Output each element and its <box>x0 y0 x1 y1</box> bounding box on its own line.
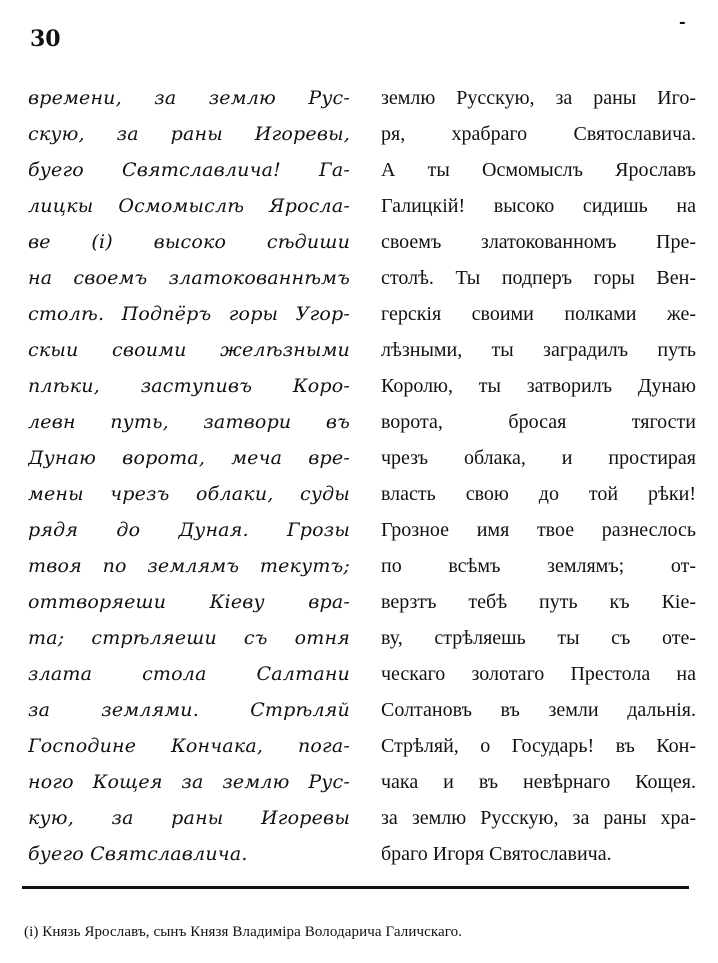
right-line: Галицкій! высоко сидишь на <box>381 195 696 217</box>
left-line: буего Святславлича! Га- <box>28 159 350 181</box>
left-line: левн путь, затвори въ <box>28 411 350 433</box>
left-line: ного Кощея за землю Рус- <box>28 771 350 793</box>
right-line: ческаго золотаго Престола на <box>381 663 696 685</box>
corner-mark: - <box>679 12 686 31</box>
left-line: скыи своими желѣзными <box>28 339 350 361</box>
right-line: своемъ златокованномъ Пре- <box>381 231 696 253</box>
right-line: браго Игоря Святославича. <box>381 843 612 865</box>
right-line: ворота, бросая тягости <box>381 411 696 433</box>
left-line: твоя по землямъ текутъ; <box>28 555 350 577</box>
left-line: Дунаю ворота, меча вре- <box>28 447 350 469</box>
left-line: Господине Кончака, пога- <box>28 735 350 757</box>
right-line: власть свою до той рѣки! <box>381 483 696 505</box>
left-line: злата стола Салтани <box>28 663 350 685</box>
left-line: буего Святславлича. <box>28 843 248 865</box>
right-line: за землю Русскую, за раны хра- <box>381 807 696 829</box>
right-line: чрезъ облака, и простирая <box>381 447 696 469</box>
footnote: (і) Князь Ярославъ, сынъ Князя Владиміра Володарича Галичскаго. <box>24 924 463 940</box>
right-line: герскія своими полками же- <box>381 303 696 325</box>
left-line: та; стрѣляеши съ отня <box>28 627 350 649</box>
left-line: на своемъ златокованнѣмъ <box>28 267 350 289</box>
left-line: плѣки, заступивъ Коро- <box>28 375 350 397</box>
left-line: лицкы Осмомыслѣ Яросла- <box>28 195 350 217</box>
left-line: мены чрезъ облаки, суды <box>28 483 350 505</box>
right-line: Солтановъ въ земли дальнія. <box>381 699 696 721</box>
right-line: ря, храбраго Святославича. <box>381 123 696 145</box>
left-line: ве (і) высоко сѣдиши <box>28 231 350 253</box>
right-line: лѣзными, ты заградилъ путь <box>381 339 696 361</box>
right-line: ву, стрѣляешь ты съ оте- <box>381 627 696 649</box>
left-line: рядя до Дуная. Грозы <box>28 519 350 541</box>
left-line: столѣ. Подпёръ горы Угор- <box>28 303 350 325</box>
right-line: Грозное имя твое разнеслось <box>381 519 696 541</box>
left-line: времени, за землю Рус- <box>28 87 350 109</box>
right-column-translation <box>381 80 696 872</box>
page-number: 30 <box>30 26 61 52</box>
left-column-old-russian-text <box>28 80 350 872</box>
right-line: землю Русскую, за раны Иго- <box>381 87 696 109</box>
right-line: столѣ. Ты подперъ горы Вен- <box>381 267 696 289</box>
left-line: кую, за раны Игоревы <box>28 807 350 829</box>
left-line: оттворяеши Кіеву вра- <box>28 591 350 613</box>
footnote-divider <box>22 886 689 889</box>
right-line: Стрѣляй, о Государь! въ Кон- <box>381 735 696 757</box>
left-line: за землями. Стрѣляй <box>28 699 350 721</box>
right-line: А ты Осмомыслъ Ярославъ <box>381 159 696 181</box>
right-line: Королю, ты затворилъ Дунаю <box>381 375 696 397</box>
right-line: по всѣмъ землямъ; от- <box>381 555 696 577</box>
right-line: чака и въ невѣрнаго Кощея. <box>381 771 696 793</box>
left-line: скую, за раны Игоревы, <box>28 123 350 145</box>
right-line: верзтъ тебѣ путь къ Кіе- <box>381 591 696 613</box>
